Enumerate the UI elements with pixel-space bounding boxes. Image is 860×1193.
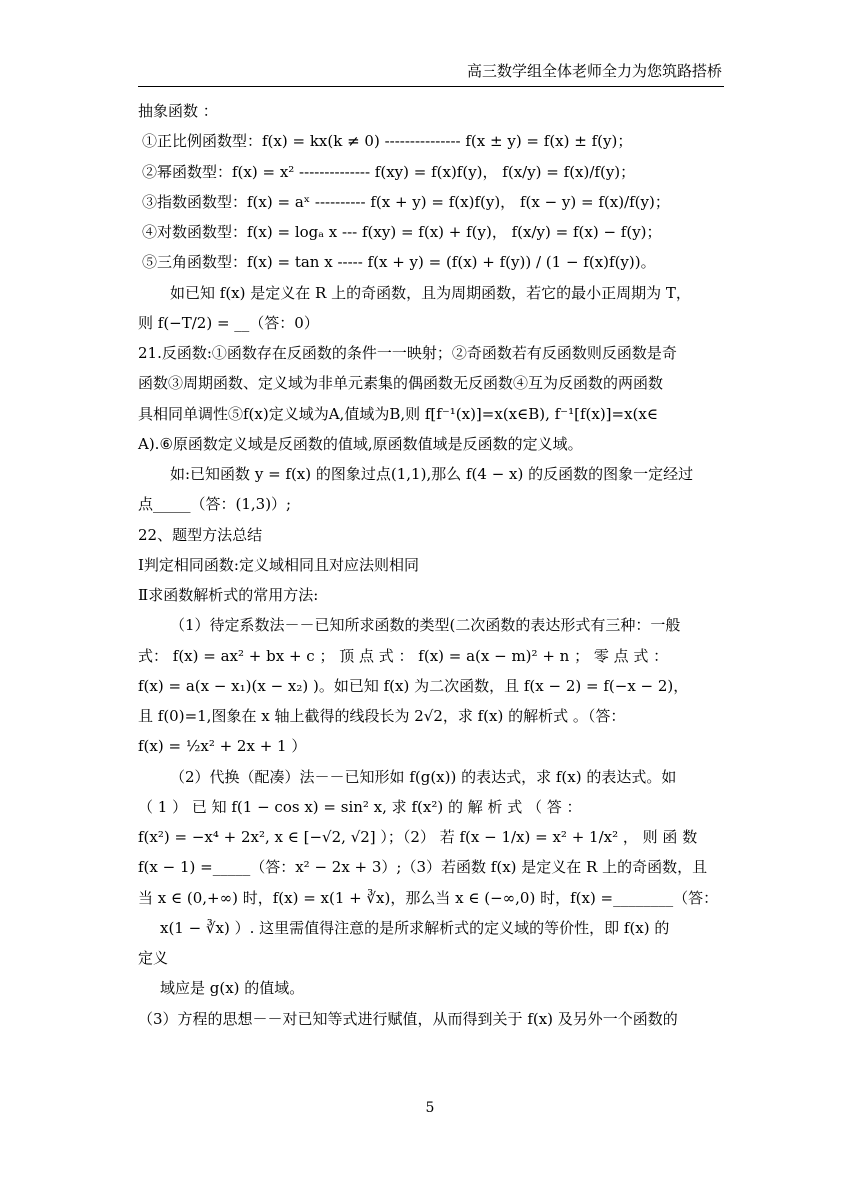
text-line: f(x − 1) =_____（答：x² − 2x + 3）;（3）若函数 f(x) 是定义在 R 上的奇函数，且 [138,858,708,877]
text-line: 当 x ∈ (0,+∞) 时，f(x) = x(1 + ∛x)，那么当 x ∈ (−∞,0) 时，f(x) =________（答： [138,888,719,907]
text-line: 函数③周期函数、定义域为非单元素集的偶函数无反函数④互为反函数的两函数 [138,374,664,393]
text-line: f(x) = a(x − x₁)(x − x₂) )。如已知 f(x) 为二次函数，且 f(x − 2) = f(−x − 2)， [138,676,689,695]
page-body [138,100,726,1038]
text-line: （1）待定系数法－－已知所求函数的类型(二次函数的表达形式有三种：一般 [170,616,681,635]
text-line: x(1 − ∛x) ）. 这里需值得注意的是所求解析式的定义域的等价性，即 f(x) 的 [160,918,670,937]
text-line: 21.反函数:①函数存在反函数的条件一一映射；②奇函数若有反函数则反函数是奇 [138,344,677,362]
text-line: 点_____（答：(1,3)）; [138,495,292,514]
text-line: A).⑥原函数定义域是反函数的值域,原函数值域是反函数的定义域。 [138,434,583,453]
text-line: ④对数函数型：f(x) = logₐ x --- f(xy) = f(x) + f(y)， f(x/y) = f(x) − f(y)； [142,223,662,241]
text-line: （ 1 ） 已 知 f(1 − cos x) = sin² x, 求 f(x²) 的 解 析 式 （ 答 ： [138,797,582,816]
text-line: ②幂函数型：f(x) = x² -------------- f(xy) = f(x)f(y)， f(x/y) = f(x)/f(y)； [142,162,636,181]
text-line: 定义 [138,949,169,967]
text-line: （2）代换（配凑）法－－已知形如 f(g(x)) 的表达式，求 f(x) 的表达式。如 [170,767,677,786]
text-line: 具相同单调性⑤f(x)定义域为A,值域为B,则 f[f⁻¹(x)]=x(x∈B), f⁻¹[f(x)]=x(x∈ [138,404,658,423]
text-line: f(x²) = −x⁴ + 2x², x ∈ [−√2, √2] ）；（2） 若 f(x − 1/x) = x² + 1/x² ， 则 函 数 [138,828,698,846]
text-line: 如已知 f(x) 是定义在 R 上的奇函数，且为周期函数，若它的最小正周期为 T， [170,283,691,302]
text-line: Ⅰ判定相同函数:定义域相同且对应法则相同 [138,555,419,574]
text-line: 22、题型方法总结 [138,525,263,544]
header-rule [138,86,724,87]
page-number: 5 [425,1100,435,1116]
text-line: 且 f(0)=1,图象在 x 轴上截得的线段长为 2√2，求 f(x) 的解析式 。（答： [138,707,626,725]
text-line: 式： f(x) = ax² + bx + c ； 顶 点 式 ： f(x) = a(x − m)² + n ； 零 点 式 ： [138,646,669,665]
text-line: （3）方程的思想－－对已知等式进行赋值，从而得到关于 f(x) 及另外一个函数的 [138,1009,678,1028]
page-header-title: 高三数学组全体老师全力为您筑路搭桥 [466,62,722,80]
text-line: ③指数函数型：f(x) = aˣ ---------- f(x + y) = f(x)f(y)， f(x − y) = f(x)/f(y)； [142,192,670,211]
text-line: ⑤三角函数型：f(x) = tan x ----- f(x + y) = (f(x) + f(y)) / (1 − f(x)f(y))。 [142,253,656,272]
text-line: 抽象函数 ： [138,102,218,120]
text-line: 域应是 g(x) 的值域。 [160,979,305,998]
text-line: 则 f(−T/2) = __（答：0） [138,313,319,332]
text-line: ①正比例函数型：f(x) = kx(k ≠ 0) --------------- f(x ± y) = f(x) ± f(y)； [142,132,633,151]
text-line: Ⅱ求函数解析式的常用方法: [138,586,319,604]
text-line: 如:已知函数 y = f(x) 的图象过点(1,1),那么 f(4 − x) 的反函数的图象一定经过 [170,465,694,483]
text-line: f(x) = ½x² + 2x + 1 ） [138,737,307,756]
